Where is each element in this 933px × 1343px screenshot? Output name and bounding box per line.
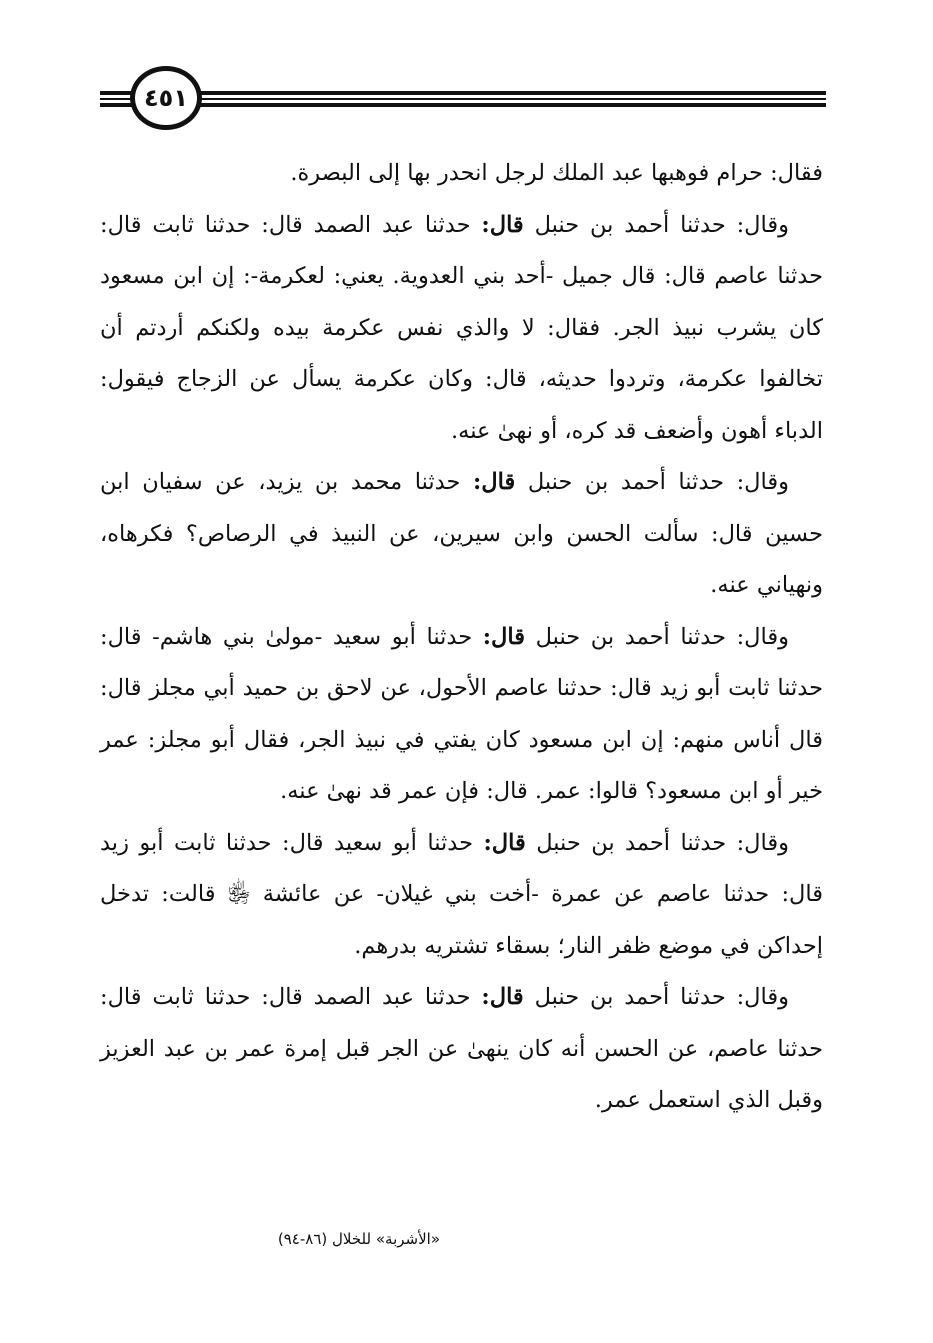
- paragraph-bold: قال:: [483, 829, 526, 856]
- paragraph-bold: قال:: [481, 984, 524, 1010]
- paragraph-rest: حدثنا أبو سعيد -مولىٰ بني هاشم- قال: حدثنا ثابت أبو زيد قال: حدثنا عاصم الأحول، عن لاحق بن حميد أبي مجلز قال: قال أناس منهم: إن ابن مسعود كان يفتي في نبيذ الجر، فقال أبو مجلز: عمر خير أو ابن مسعود؟ قالوا: عمر. قال: فإن عمر قد نهىٰ عنه.: [100, 623, 823, 804]
- paragraph-5: [100, 818, 823, 973]
- header-rule-middle: [100, 98, 826, 100]
- header-rule-top: [100, 91, 826, 95]
- paragraph-bold: قال:: [472, 469, 516, 495]
- page-header: [100, 62, 826, 140]
- source-footnote: «الأشربة» للخلال (٨٦-٩٤): [277, 1230, 440, 1248]
- paragraph-rest: حدثنا محمد بن يزيد، عن سفيان ابن حسين قال: سألت الحسن وابن سيرين، عن النبيذ في الرصاص؟ فكرهاه، ونهياني عنه.: [100, 469, 823, 598]
- paragraph-lead: وقال: حدثنا أحمد بن حنبل: [536, 829, 789, 856]
- paragraph-text: فقال: حرام فوهبها عبد الملك لرجل انحدر بها إلى البصرة.: [290, 160, 823, 186]
- page-number: ٤٥١: [144, 84, 188, 112]
- paragraph-1: [100, 148, 823, 200]
- paragraph-rest: حدثنا عبد الصمد قال: حدثنا ثابت قال: حدثنا عاصم قال: قال جميل -أحد بني العدوية. يعني: لعكرمة-: إن ابن مسعود كان يشرب نبيذ الجر. فقال: لا والذي نفس عكرمة بيده ولكنكم أردتم أن تخالفوا عكرمة، وتردوا حديثه، قال: وكان عكرمة يسأل عن الزجاج فيقول: الدباء أهون وأضعف قد كره، أو نهىٰ عنه.: [100, 211, 823, 444]
- paragraph-6: [100, 972, 823, 1127]
- paragraph-lead: وقال: حدثنا أحمد بن حنبل: [527, 469, 790, 495]
- paragraph-bold: قال:: [482, 623, 526, 650]
- paragraph-lead: وقال: حدثنا أحمد بن حنبل: [534, 211, 790, 238]
- paragraph-lead: وقال: حدثنا أحمد بن حنبل: [535, 623, 790, 650]
- paragraph-rest: حدثنا عبد الصمد قال: حدثنا ثابت قال: حدثنا عاصم، عن الحسن أنه كان ينهىٰ عن الجر قبل إمرة عمر بن عبد العزيز وقبل الذي استعمل عمر.: [100, 984, 823, 1113]
- paragraph-4: [100, 612, 823, 818]
- header-rule-bottom: [100, 103, 826, 107]
- paragraph-bold: قال:: [481, 211, 524, 238]
- paragraph-2: [100, 200, 823, 458]
- paragraph-3: [100, 457, 823, 612]
- page-number-badge: [130, 66, 202, 130]
- body-text: [100, 148, 823, 1127]
- paragraph-lead: وقال: حدثنا أحمد بن حنبل: [534, 984, 790, 1010]
- paragraph-rest: حدثنا أبو سعيد قال: حدثنا ثابت أبو زيد قال: حدثنا عاصم عن عمرة -أخت بني غيلان- عن عائشة ﵂ قالت: تدخل إحداكن في موضع ظفر النار؛ بسقاء تشتريه بدرهم.: [100, 829, 823, 959]
